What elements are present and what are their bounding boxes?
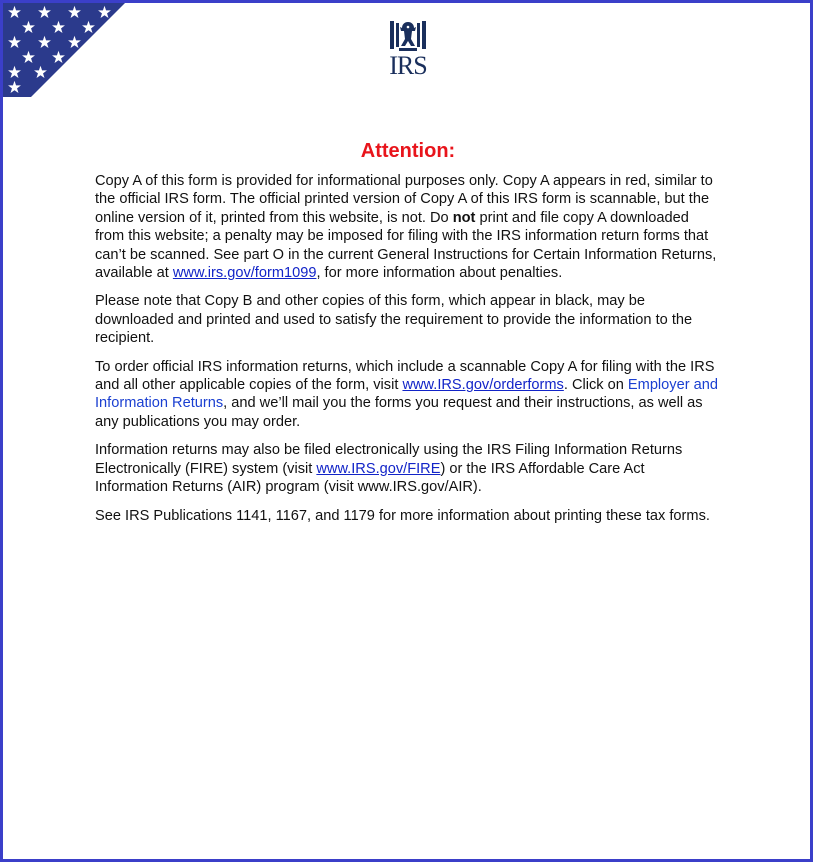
- text-run: . Click on: [563, 377, 628, 394]
- paragraph-copy-a: [95, 172, 721, 282]
- orderforms-link[interactable]: www.IRS.gov/orderforms: [402, 377, 564, 394]
- text-run: To order official IRS information returns, which include a scannable Copy A for filing with the IRS and all other applicable copies of the form, visit: [95, 358, 715, 394]
- irs-logo-text: IRS: [389, 51, 427, 80]
- text-run: Information returns may also be filed electronically using the IRS Filing Information Returns Electronically (FIRE) system (visit: [95, 442, 683, 477]
- text-run: Copy A of this form is provided for informational purposes only. Copy A appears in red, similar to the official IRS form. The official printed version of Copy A of this IRS form is scannable, but the online version of it, printed from this website, is not. Do: [95, 173, 713, 226]
- bold-not: not: [452, 209, 476, 226]
- text-run: ) or the IRS Affordable Care Act Information Returns (AIR) program (visit www.IRS.gov/AIR).: [95, 460, 645, 496]
- text-run: , for more information about penalties.: [316, 265, 563, 282]
- form1099-link[interactable]: www.irs.gov/form1099: [172, 265, 317, 282]
- paragraph-order-forms: [95, 358, 721, 432]
- paragraph-publications: See IRS Publications 1141, 1167, and 1179 for more information about printing these tax forms.: [95, 507, 710, 524]
- american-flag-icon: [3, 3, 293, 97]
- fire-link[interactable]: www.IRS.gov/FIRE: [316, 460, 441, 477]
- irs-eagle-icon: [387, 19, 429, 53]
- paragraph-copy-b: Please note that Copy B and other copies of this form, which appear in black, may be downloaded and printed and used to satisfy the requirement to provide the information to the recipient.: [95, 293, 693, 347]
- employer-returns-link[interactable]: Employer and Information Returns: [95, 377, 718, 412]
- text-run: print and file copy A downloaded from this website; a penalty may be imposed for filing with the IRS information return forms that can’t be scanned. See part O in the current General Instructions for Certain Information Returns, available at: [95, 209, 717, 282]
- text-run: , and we’ll mail you the forms you request and their instructions, as well as any publications you may order.: [95, 395, 703, 430]
- irs-logo: [384, 19, 432, 78]
- paragraph-electronic-filing: [95, 441, 721, 496]
- attention-notice: [95, 139, 721, 535]
- attention-heading: Attention:: [360, 140, 456, 162]
